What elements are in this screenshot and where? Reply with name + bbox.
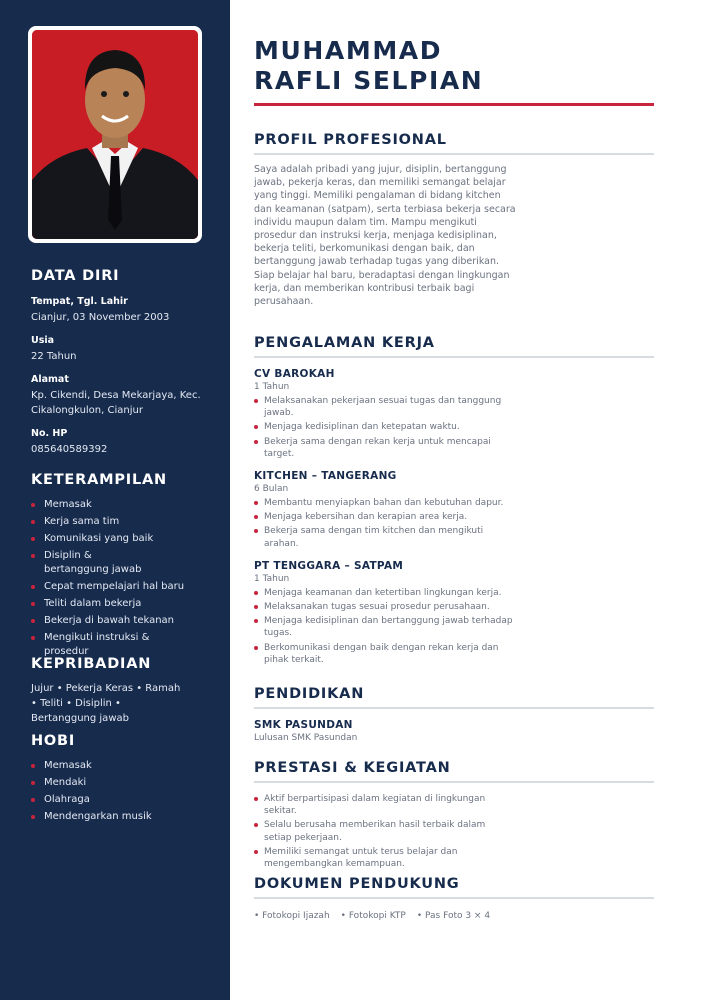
bullet-icon bbox=[31, 602, 35, 606]
phone-label: No. HP bbox=[31, 428, 68, 439]
list-item: Menjaga kedisiplinan dan ketepatan waktu. bbox=[254, 421, 514, 433]
hobi-heading: HOBI bbox=[31, 733, 76, 749]
list-item: Melaksanakan tugas sesuai prosedur perusahaan. bbox=[254, 601, 514, 613]
list-item: Olahraga bbox=[31, 793, 221, 807]
list-item: Selalu berusaha memberikan hasil terbaik dalam setiap pekerjaan. bbox=[254, 819, 514, 843]
bullet-icon bbox=[31, 815, 35, 819]
field-age bbox=[31, 335, 221, 364]
bullet-icon bbox=[254, 797, 258, 801]
bullet-icon bbox=[254, 425, 258, 429]
bullet-icon bbox=[254, 440, 258, 444]
pendidikan-heading: PENDIDIKAN bbox=[254, 686, 654, 709]
job-entry bbox=[254, 368, 654, 460]
list-item: Cepat mempelajari hal baru bbox=[31, 580, 156, 594]
profile-photo-frame bbox=[28, 26, 202, 243]
keterampilan-section bbox=[31, 472, 221, 662]
age-value: 22 Tahun bbox=[31, 351, 77, 362]
bullet-icon bbox=[31, 585, 35, 589]
school-name: SMK PASUNDAN bbox=[254, 719, 353, 731]
list-item: Komunikasi yang baik bbox=[31, 532, 156, 546]
dokumen-section bbox=[254, 876, 654, 921]
profil-section bbox=[254, 132, 654, 308]
list-item: Menjaga kebersihan dan kerapian area kerja. bbox=[254, 511, 514, 523]
job-duties bbox=[254, 587, 514, 666]
hobi-section bbox=[31, 733, 221, 827]
list-item: Mengikuti instruksi & prosedur bbox=[31, 631, 156, 658]
birth-value: Cianjur, 03 November 2003 bbox=[31, 312, 170, 323]
profile-photo bbox=[32, 30, 198, 239]
list-item: Bekerja di bawah tekanan bbox=[31, 614, 156, 628]
list-item: Kerja sama tim bbox=[31, 515, 156, 529]
list-item: Memasak bbox=[31, 498, 156, 512]
list-item: Teliti dalam bekerja bbox=[31, 597, 156, 611]
bullet-icon bbox=[254, 399, 258, 403]
field-birth bbox=[31, 296, 221, 325]
job-title: KITCHEN – TANGERANG bbox=[254, 470, 397, 483]
job-title: CV BAROKAH bbox=[254, 368, 335, 380]
bullet-icon bbox=[254, 646, 258, 650]
bullet-icon bbox=[31, 636, 35, 640]
list-item: Bekerja sama dengan rekan kerja untuk mencapai target. bbox=[254, 436, 514, 460]
address-value: Kp. Cikendi, Desa Mekarjaya, Kec. Cikalongkulon, Cianjur bbox=[31, 390, 201, 416]
dokumen-list bbox=[254, 911, 654, 921]
pengalaman-heading: PENGALAMAN KERJA bbox=[254, 335, 654, 358]
bullet-icon bbox=[254, 823, 258, 827]
hobi-list bbox=[31, 759, 221, 824]
name-divider bbox=[254, 103, 654, 106]
list-item: Bekerja sama dengan tim kitchen dan mengikuti arahan. bbox=[254, 525, 514, 549]
school-detail: Lulusan SMK Pasundan bbox=[254, 733, 358, 743]
list-item: Mendaki bbox=[31, 776, 221, 790]
prestasi-section bbox=[254, 760, 654, 872]
field-phone bbox=[31, 428, 221, 457]
kepribadian-heading: KEPRIBADIAN bbox=[31, 656, 152, 672]
bullet-icon bbox=[254, 515, 258, 519]
bullet-icon bbox=[31, 764, 35, 768]
list-item: Membantu menyiapkan bahan dan kebutuhan dapur. bbox=[254, 497, 514, 509]
pengalaman-section bbox=[254, 335, 654, 668]
kepribadian-text: Jujur • Pekerja Keras • Ramah • Teliti • Disiplin • Bertanggung jawab bbox=[31, 683, 181, 724]
bullet-icon bbox=[254, 619, 258, 623]
bullet-icon bbox=[254, 605, 258, 609]
list-item: Menjaga keamanan dan ketertiban lingkungan kerja. bbox=[254, 587, 514, 599]
dokumen-heading: DOKUMEN PENDUKUNG bbox=[254, 876, 654, 899]
bullet-icon bbox=[31, 520, 35, 524]
bullet-icon bbox=[31, 619, 35, 623]
phone-value: 085640589392 bbox=[31, 444, 108, 455]
name-line-1: MUHAMMAD bbox=[254, 36, 443, 65]
profil-heading: PROFIL PROFESIONAL bbox=[254, 132, 654, 155]
bullet-icon bbox=[31, 798, 35, 802]
field-address bbox=[31, 374, 221, 418]
candidate-name bbox=[254, 36, 483, 96]
job-duties bbox=[254, 395, 514, 460]
data-diri-heading: DATA DIRI bbox=[31, 268, 120, 284]
job-period: 1 Tahun bbox=[254, 382, 290, 392]
bullet-icon bbox=[31, 537, 35, 541]
skills-list bbox=[31, 498, 185, 658]
bullet-icon bbox=[254, 850, 258, 854]
document-item: • Pas Foto 3 × 4 bbox=[416, 911, 491, 921]
pendidikan-section bbox=[254, 686, 654, 743]
job-entry bbox=[254, 560, 654, 666]
document-item: • Fotokopi KTP bbox=[340, 911, 406, 921]
list-item: Melaksanakan pekerjaan sesuai tugas dan tanggung jawab. bbox=[254, 395, 514, 419]
list-item: Aktif berpartisipasi dalam kegiatan di lingkungan sekitar. bbox=[254, 793, 514, 817]
list-item: Berkomunikasi dengan baik dengan rekan kerja dan pihak terkait. bbox=[254, 642, 514, 666]
list-item: Mendengarkan musik bbox=[31, 810, 221, 824]
list-item: Memiliki semangat untuk terus belajar dan mengembangkan kemampuan. bbox=[254, 846, 514, 870]
bullet-icon bbox=[254, 501, 258, 505]
bullet-icon bbox=[254, 591, 258, 595]
job-period: 1 Tahun bbox=[254, 573, 290, 584]
job-title: PT TENGGARA – SATPAM bbox=[254, 559, 404, 572]
birth-label: Tempat, Tgl. Lahir bbox=[31, 296, 128, 307]
prestasi-heading: PRESTASI & KEGIATAN bbox=[254, 760, 654, 783]
age-label: Usia bbox=[31, 335, 55, 346]
job-duties bbox=[254, 497, 514, 550]
bullet-icon bbox=[31, 554, 35, 558]
name-line-2: RAFLI SELPIAN bbox=[254, 66, 484, 95]
data-diri-section bbox=[31, 268, 221, 457]
profil-text: Saya adalah pribadi yang jujur, disiplin, bertanggung jawab, pekerja keras, dan memiliki semangat belajar yang tinggi. Memiliki pengalaman di bidang kitchen dan keamanan (satpam), serta terbiasa bekerja secara individu maupun dalam tim. Mampu mengikuti prosedur dan instruksi kerja, menjaga kedisiplinan, bekerja teliti, berkomunikasi dengan baik, dan bertanggung jawab terhadap tugas yang diberikan. Siap belajar hal baru, beradaptasi dengan lingkungan kerja, dan memberikan kontribusi terbaik bagi perusahaan. bbox=[254, 164, 516, 308]
list-item: Menjaga kedisiplinan dan bertanggung jawab terhadap tugas. bbox=[254, 615, 514, 639]
bullet-icon bbox=[254, 529, 258, 533]
kepribadian-section bbox=[31, 656, 221, 726]
list-item: Memasak bbox=[31, 759, 221, 773]
list-item: Disiplin & bertanggung jawab bbox=[31, 549, 156, 576]
bullet-icon bbox=[31, 503, 35, 507]
document-item: • Fotokopi Ijazah bbox=[254, 911, 330, 921]
prestasi-list bbox=[254, 793, 514, 870]
keterampilan-heading: KETERAMPILAN bbox=[31, 472, 167, 488]
address-label: Alamat bbox=[31, 374, 69, 385]
job-period: 6 Bulan bbox=[254, 484, 289, 495]
bullet-icon bbox=[31, 781, 35, 785]
job-entry bbox=[254, 470, 654, 550]
